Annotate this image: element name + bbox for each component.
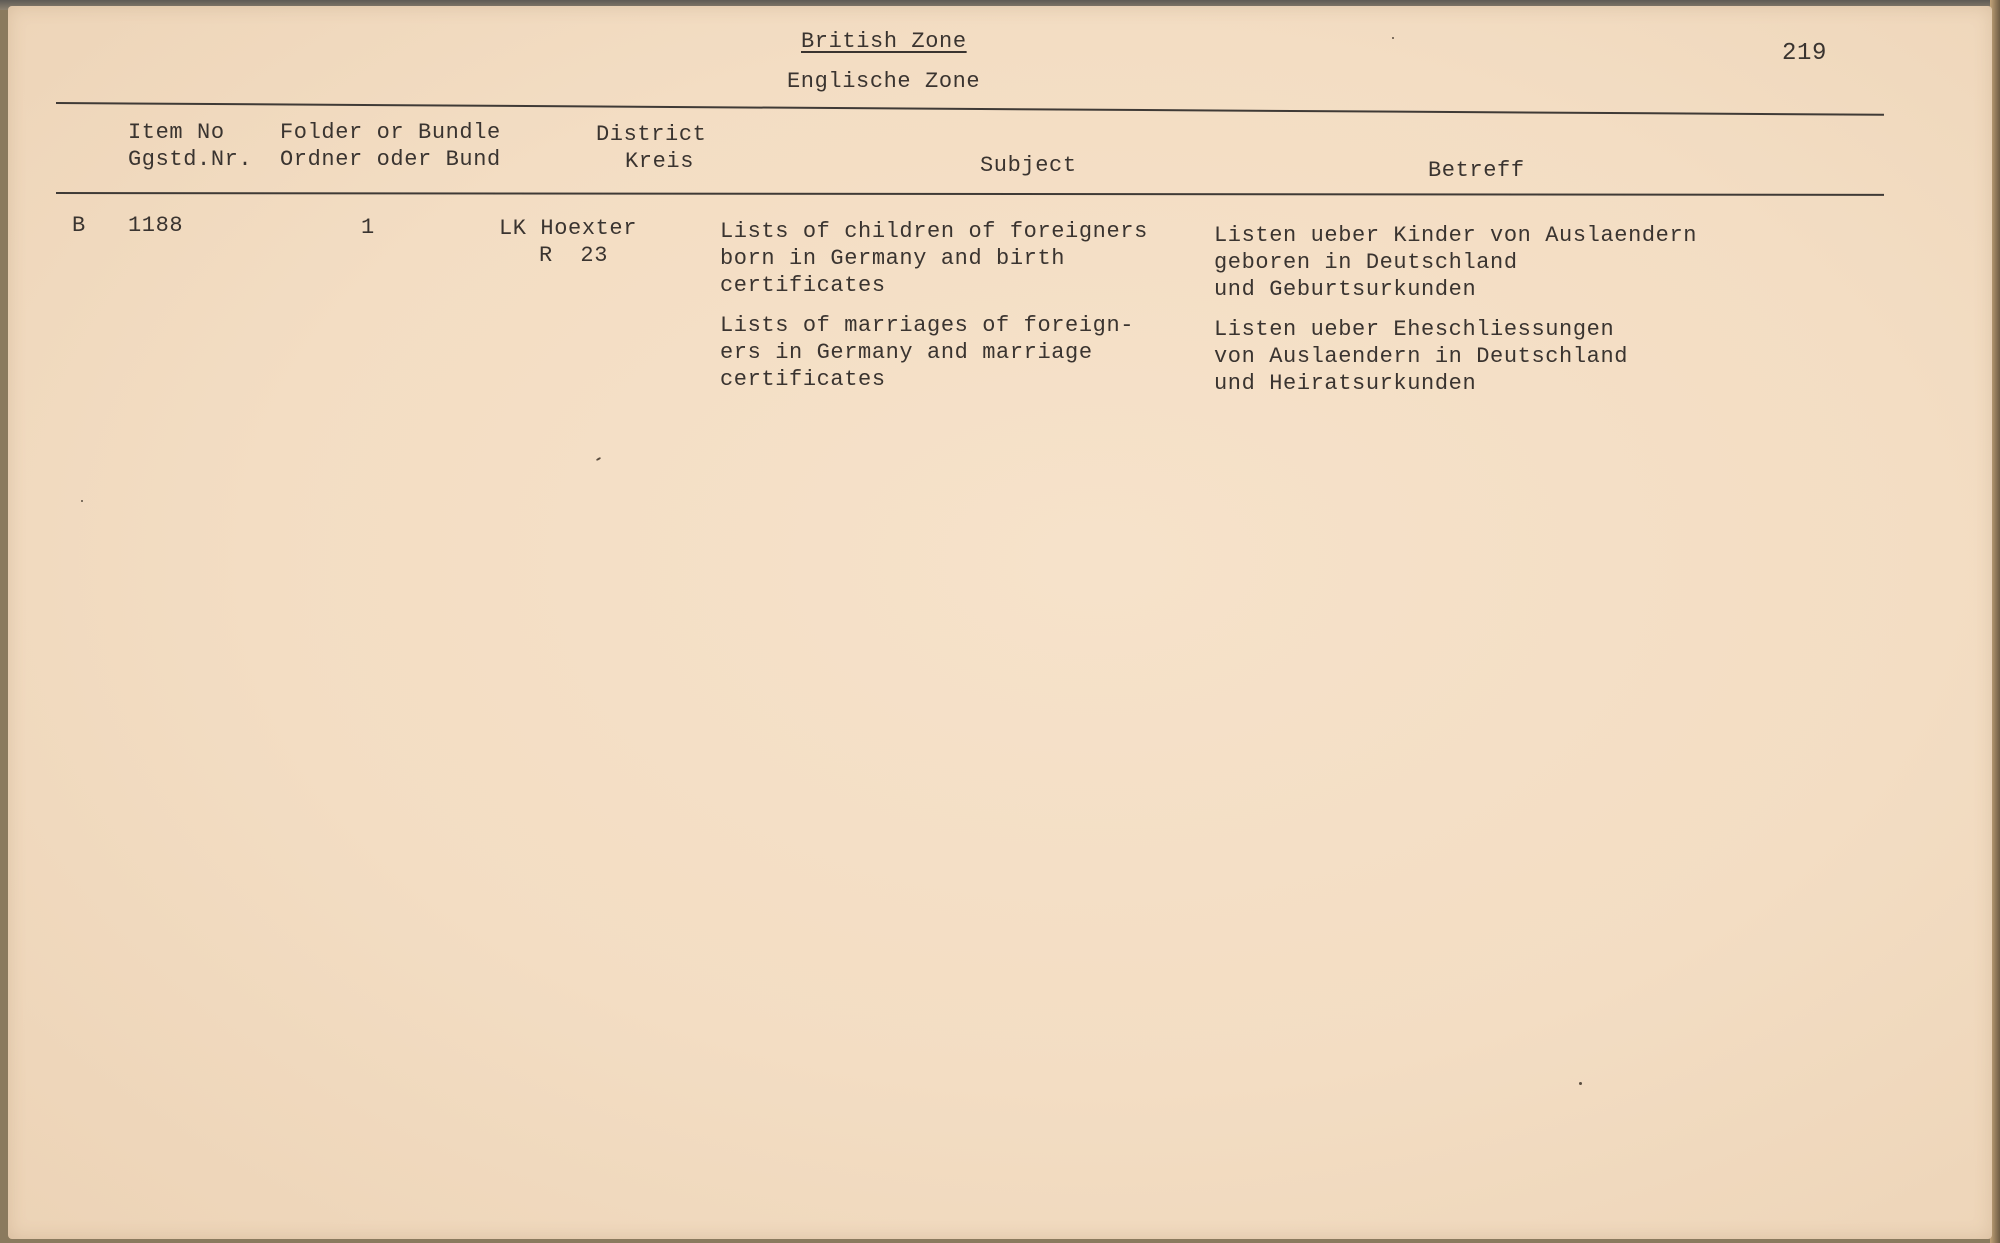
- paper-speck: [81, 500, 83, 502]
- betreff-1-line-2: geboren in Deutschland: [1214, 250, 1518, 275]
- betreff-2-line-3: und Heiratsurkunden: [1214, 371, 1477, 396]
- subject-1-line-2: born in Germany and birth: [720, 246, 1066, 271]
- subject-2-line-1: Lists of marriages of foreign-: [720, 313, 1135, 338]
- column-header-district-german: Kreis: [625, 149, 695, 174]
- entry-district-name: LK Hoexter: [499, 216, 638, 241]
- paper-speck: [1579, 1082, 1582, 1085]
- entry-district-code: R 23: [539, 243, 609, 268]
- column-header-item-no-german: Ggstd.Nr.: [128, 147, 253, 172]
- column-header-folder-german: Ordner oder Bund: [280, 147, 501, 172]
- column-header-item-no: Item No: [128, 120, 225, 145]
- subject-1-line-3: certificates: [720, 273, 886, 298]
- betreff-2-line-2: von Auslaendern in Deutschland: [1214, 344, 1629, 369]
- column-header-betreff: Betreff: [1428, 158, 1525, 183]
- subject-2-line-2: ers in Germany and marriage: [720, 340, 1093, 365]
- subject-2-line-3: certificates: [720, 367, 886, 392]
- zone-title-english: British Zone: [801, 29, 967, 54]
- subject-1-line-1: Lists of children of foreigners: [720, 219, 1148, 244]
- paper-speck: [1392, 37, 1394, 39]
- column-header-folder: Folder or Bundle: [280, 120, 501, 145]
- header-bottom-rule: [56, 192, 1884, 196]
- column-header-district: District: [596, 122, 707, 147]
- entry-series-letter: B: [72, 213, 86, 238]
- betreff-1-line-1: Listen ueber Kinder von Auslaendern: [1214, 223, 1698, 248]
- page-number: 219: [1782, 40, 1828, 67]
- paper-speck: [596, 457, 601, 461]
- betreff-2-line-1: Listen ueber Eheschliessungen: [1214, 317, 1615, 342]
- document-card: [8, 6, 1992, 1239]
- betreff-1-line-3: und Geburtsurkunden: [1214, 277, 1477, 302]
- header-top-rule: [56, 102, 1884, 116]
- zone-title-german: Englische Zone: [787, 69, 981, 94]
- entry-item-number: 1188: [128, 213, 184, 238]
- column-header-subject: Subject: [980, 153, 1077, 178]
- entry-folder-number: 1: [361, 215, 375, 240]
